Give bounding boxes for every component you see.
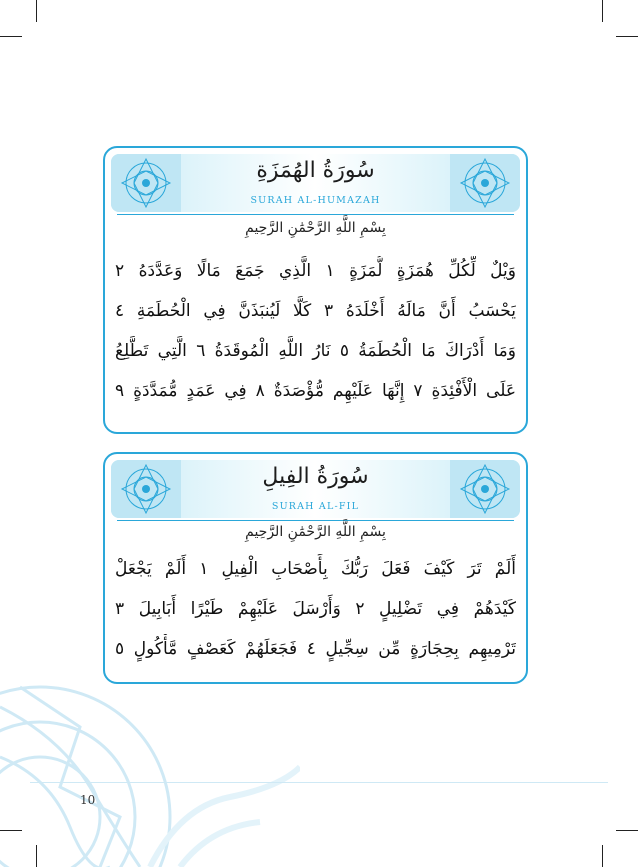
surah-title-arabic: سُورَةُ الفِيلِ <box>262 464 369 489</box>
crop-mark <box>0 36 22 37</box>
crop-mark <box>616 36 638 37</box>
verse-line: وَيْلٌ لِّكُلِّ هُمَزَةٍ لُّمَزَةٍ ١ الَّذِي جَمَعَ مَالًا وَعَدَّدَهُ ٢ <box>115 261 516 281</box>
surah-title-english: SURAH AL-FIL <box>271 501 360 512</box>
verse-line: أَلَمْ تَرَ كَيْفَ فَعَلَ رَبُّكَ بِأَصْحَابِ الْفِيلِ ١ أَلَمْ يَجْعَلْ <box>115 559 516 579</box>
crop-mark <box>616 830 638 831</box>
crop-mark <box>602 845 603 867</box>
surah-title-arabic: سُورَةُ الهُمَزَةِ <box>256 158 375 183</box>
surah-header <box>111 154 520 212</box>
verse-line: عَلَى الْأَفْئِدَةِ ٧ إِنَّهَا عَلَيْهِم مُّؤْصَدَةٌ ٨ فِي عَمَدٍ مُّمَدَّدَةٍ ٩ <box>115 381 516 401</box>
page-number: 10 <box>80 793 96 807</box>
divider <box>117 214 514 215</box>
crop-mark <box>36 0 37 22</box>
basmala: بِسْمِ اللَّهِ الرَّحْمَٰنِ الرَّحِيمِ <box>245 220 386 236</box>
verse-line: كَيْدَهُمْ فِي تَضْلِيلٍ ٢ وَأَرْسَلَ عَلَيْهِمْ طَيْرًا أَبَابِيلَ ٣ <box>115 599 516 619</box>
divider <box>117 520 514 521</box>
footer-divider <box>30 782 608 783</box>
verse-line: وَمَا أَدْرَاكَ مَا الْحُطَمَةُ ٥ نَارُ اللَّهِ الْمُوقَدَةُ ٦ الَّتِي تَطَّلِعُ <box>115 341 516 361</box>
surah-title-english: SURAH AL-HUMAZAH <box>250 195 381 206</box>
surah-header <box>111 460 520 518</box>
crop-mark <box>602 0 603 22</box>
verse-line: تَرْمِيهِم بِحِجَارَةٍ مِّن سِجِّيلٍ ٤ فَجَعَلَهُمْ كَعَصْفٍ مَّأْكُولٍ ٥ <box>115 639 516 659</box>
surah-panel-humazah <box>103 146 528 434</box>
verse-line: يَحْسَبُ أَنَّ مَالَهُ أَخْلَدَهُ ٣ كَلَّا لَيُنبَذَنَّ فِي الْحُطَمَةِ ٤ <box>115 301 516 321</box>
surah-panel-fil <box>103 452 528 684</box>
basmala: بِسْمِ اللَّهِ الرَّحْمَٰنِ الرَّحِيمِ <box>245 524 386 540</box>
